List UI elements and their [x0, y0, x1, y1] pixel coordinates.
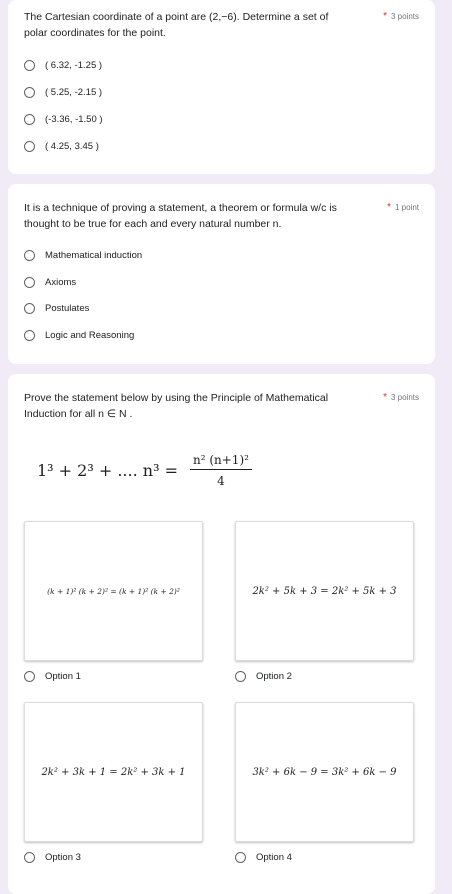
option-label: Mathematical induction: [45, 249, 143, 261]
option-label: ( 4.25, 3.45 ): [45, 140, 99, 152]
option-image-1[interactable]: [24, 521, 203, 661]
required-marker: *: [383, 11, 387, 22]
points-value: 3 points: [390, 12, 419, 21]
radio-button[interactable]: [24, 852, 35, 863]
question-card-2: [8, 184, 435, 364]
points-label: [383, 392, 419, 403]
radio-button[interactable]: [24, 60, 35, 71]
points-value: 1 point: [394, 203, 419, 212]
points-label: [383, 11, 419, 22]
option-radio[interactable]: [24, 274, 76, 290]
option-radio[interactable]: [24, 300, 89, 316]
required-marker: *: [383, 392, 387, 403]
option-label: Postulates: [45, 302, 90, 314]
option-label: Option 4: [256, 851, 292, 863]
option-label: (-3.36, -1.50 ): [45, 113, 103, 125]
radio-button[interactable]: [24, 303, 35, 314]
question-title: Prove the statement below by using the Principle of Mathematical Induction for all n ∈ N .: [24, 392, 329, 420]
option-radio[interactable]: [24, 84, 102, 100]
option-label: Option 1: [45, 670, 81, 682]
formula-lhs: 1³ + 2³ + .... n³ =: [37, 461, 178, 480]
radio-button[interactable]: [24, 114, 35, 125]
radio-button[interactable]: [24, 330, 35, 341]
option-radio[interactable]: [24, 668, 81, 684]
question-card-1: [8, 0, 435, 174]
question-formula: [37, 453, 252, 488]
formula-fraction: [190, 453, 252, 488]
option-label: ( 5.25, -2.15 ): [45, 86, 103, 98]
points-label: [387, 202, 419, 213]
option-image-4[interactable]: [235, 702, 414, 842]
option-image-2[interactable]: [235, 521, 414, 661]
radio-button[interactable]: [24, 141, 35, 152]
option-label: ( 6.32, -1.25 ): [45, 59, 103, 71]
option-label: Axioms: [45, 276, 77, 288]
option-formula: 3k² + 6k − 9 = 3k² + 6k − 9: [252, 766, 397, 778]
option-formula: 2k² + 5k + 3 = 2k² + 5k + 3: [252, 585, 397, 597]
question-title: The Cartesian coordinate of a point are (2,−6). Determine a set of polar coordinates for the point.: [24, 11, 329, 39]
option-radio[interactable]: [24, 247, 142, 263]
radio-button[interactable]: [235, 852, 246, 863]
radio-button[interactable]: [24, 277, 35, 288]
option-radio[interactable]: [24, 138, 99, 154]
required-marker: *: [387, 202, 391, 213]
radio-button[interactable]: [235, 671, 246, 682]
question-title: It is a technique of proving a statement, a theorem or formula w/c is thought to be true for each and every natural number n.: [24, 202, 337, 230]
option-formula: (k + 1)² (k + 2)² = (k + 1)² (k + 2)²: [47, 586, 180, 596]
option-radio[interactable]: [24, 849, 81, 865]
option-image-3[interactable]: [24, 702, 203, 842]
option-radio[interactable]: [24, 57, 102, 73]
option-label: Option 2: [256, 670, 292, 682]
option-radio[interactable]: [24, 111, 103, 127]
formula-denominator: 4: [217, 474, 225, 488]
radio-button[interactable]: [24, 250, 35, 261]
option-radio[interactable]: [24, 327, 134, 343]
formula-numerator: n² (n+1)²: [190, 453, 252, 470]
option-label: Logic and Reasoning: [45, 329, 135, 341]
radio-button[interactable]: [24, 671, 35, 682]
points-value: 3 points: [390, 393, 419, 402]
radio-button[interactable]: [24, 87, 35, 98]
option-label: Option 3: [45, 851, 81, 863]
option-radio[interactable]: [235, 668, 292, 684]
option-radio[interactable]: [235, 849, 292, 865]
option-formula: 2k² + 3k + 1 = 2k² + 3k + 1: [41, 766, 186, 778]
